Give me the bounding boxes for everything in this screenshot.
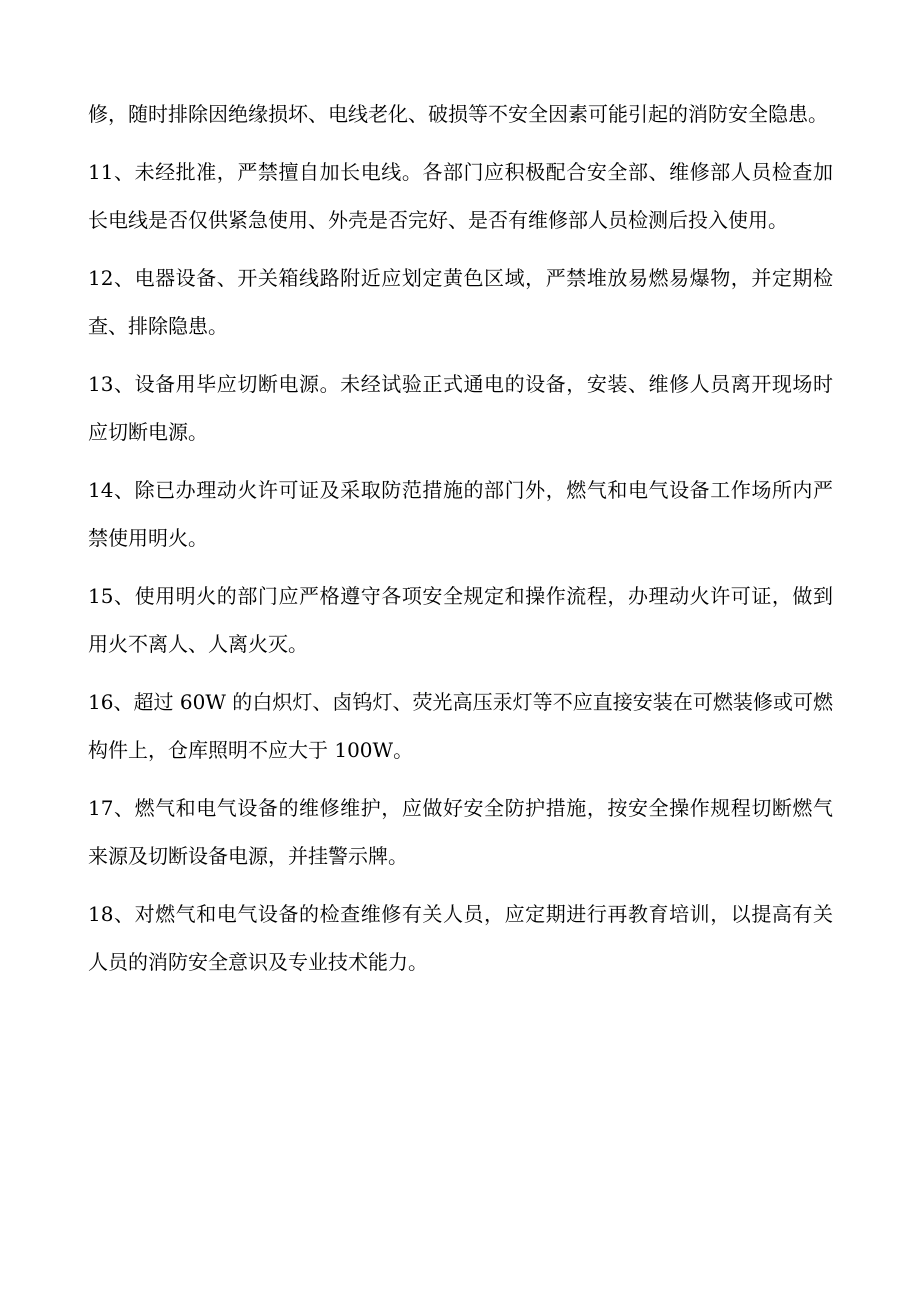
paragraph-item-17: 17、燃气和电气设备的维修维护，应做好安全防护措施，按安全操作规程切断燃气来源及切断设备电源，并挂警示牌。 xyxy=(88,796,833,868)
paragraph-item-16: 16、超过 60W 的白炽灯、卤钨灯、荧光高压汞灯等不应直接安装在可燃装修或可燃构件上，仓库照明不应大于 100W。 xyxy=(88,690,833,762)
paragraph-item-11: 11、未经批准，严禁擅自加长电线。各部门应积极配合安全部、维修部人员检查加长电线是否仅供紧急使用、外壳是否完好、是否有维修部人员检测后投入使用。 xyxy=(88,160,833,232)
paragraph-item-18: 18、对燃气和电气设备的检查维修有关人员，应定期进行再教育培训，以提高有关人员的消防安全意识及专业技术能力。 xyxy=(88,902,833,974)
paragraph-item-15: 15、使用明火的部门应严格遵守各项安全规定和操作流程，办理动火许可证，做到用火不离人、人离火灭。 xyxy=(88,584,833,656)
paragraph-continuation: 修，随时排除因绝缘损坏、电线老化、破损等不安全因素可能引起的消防安全隐患。 xyxy=(88,102,828,126)
document-page xyxy=(88,90,833,996)
paragraph-item-13: 13、设备用毕应切断电源。未经试验正式通电的设备，安装、维修人员离开现场时应切断电源。 xyxy=(88,372,833,444)
paragraph-item-14: 14、除已办理动火许可证及采取防范措施的部门外，燃气和电气设备工作场所内严禁使用明火。 xyxy=(88,478,833,550)
paragraph-item-12: 12、电器设备、开关箱线路附近应划定黄色区域，严禁堆放易燃易爆物，并定期检查、排除隐患。 xyxy=(88,266,833,338)
